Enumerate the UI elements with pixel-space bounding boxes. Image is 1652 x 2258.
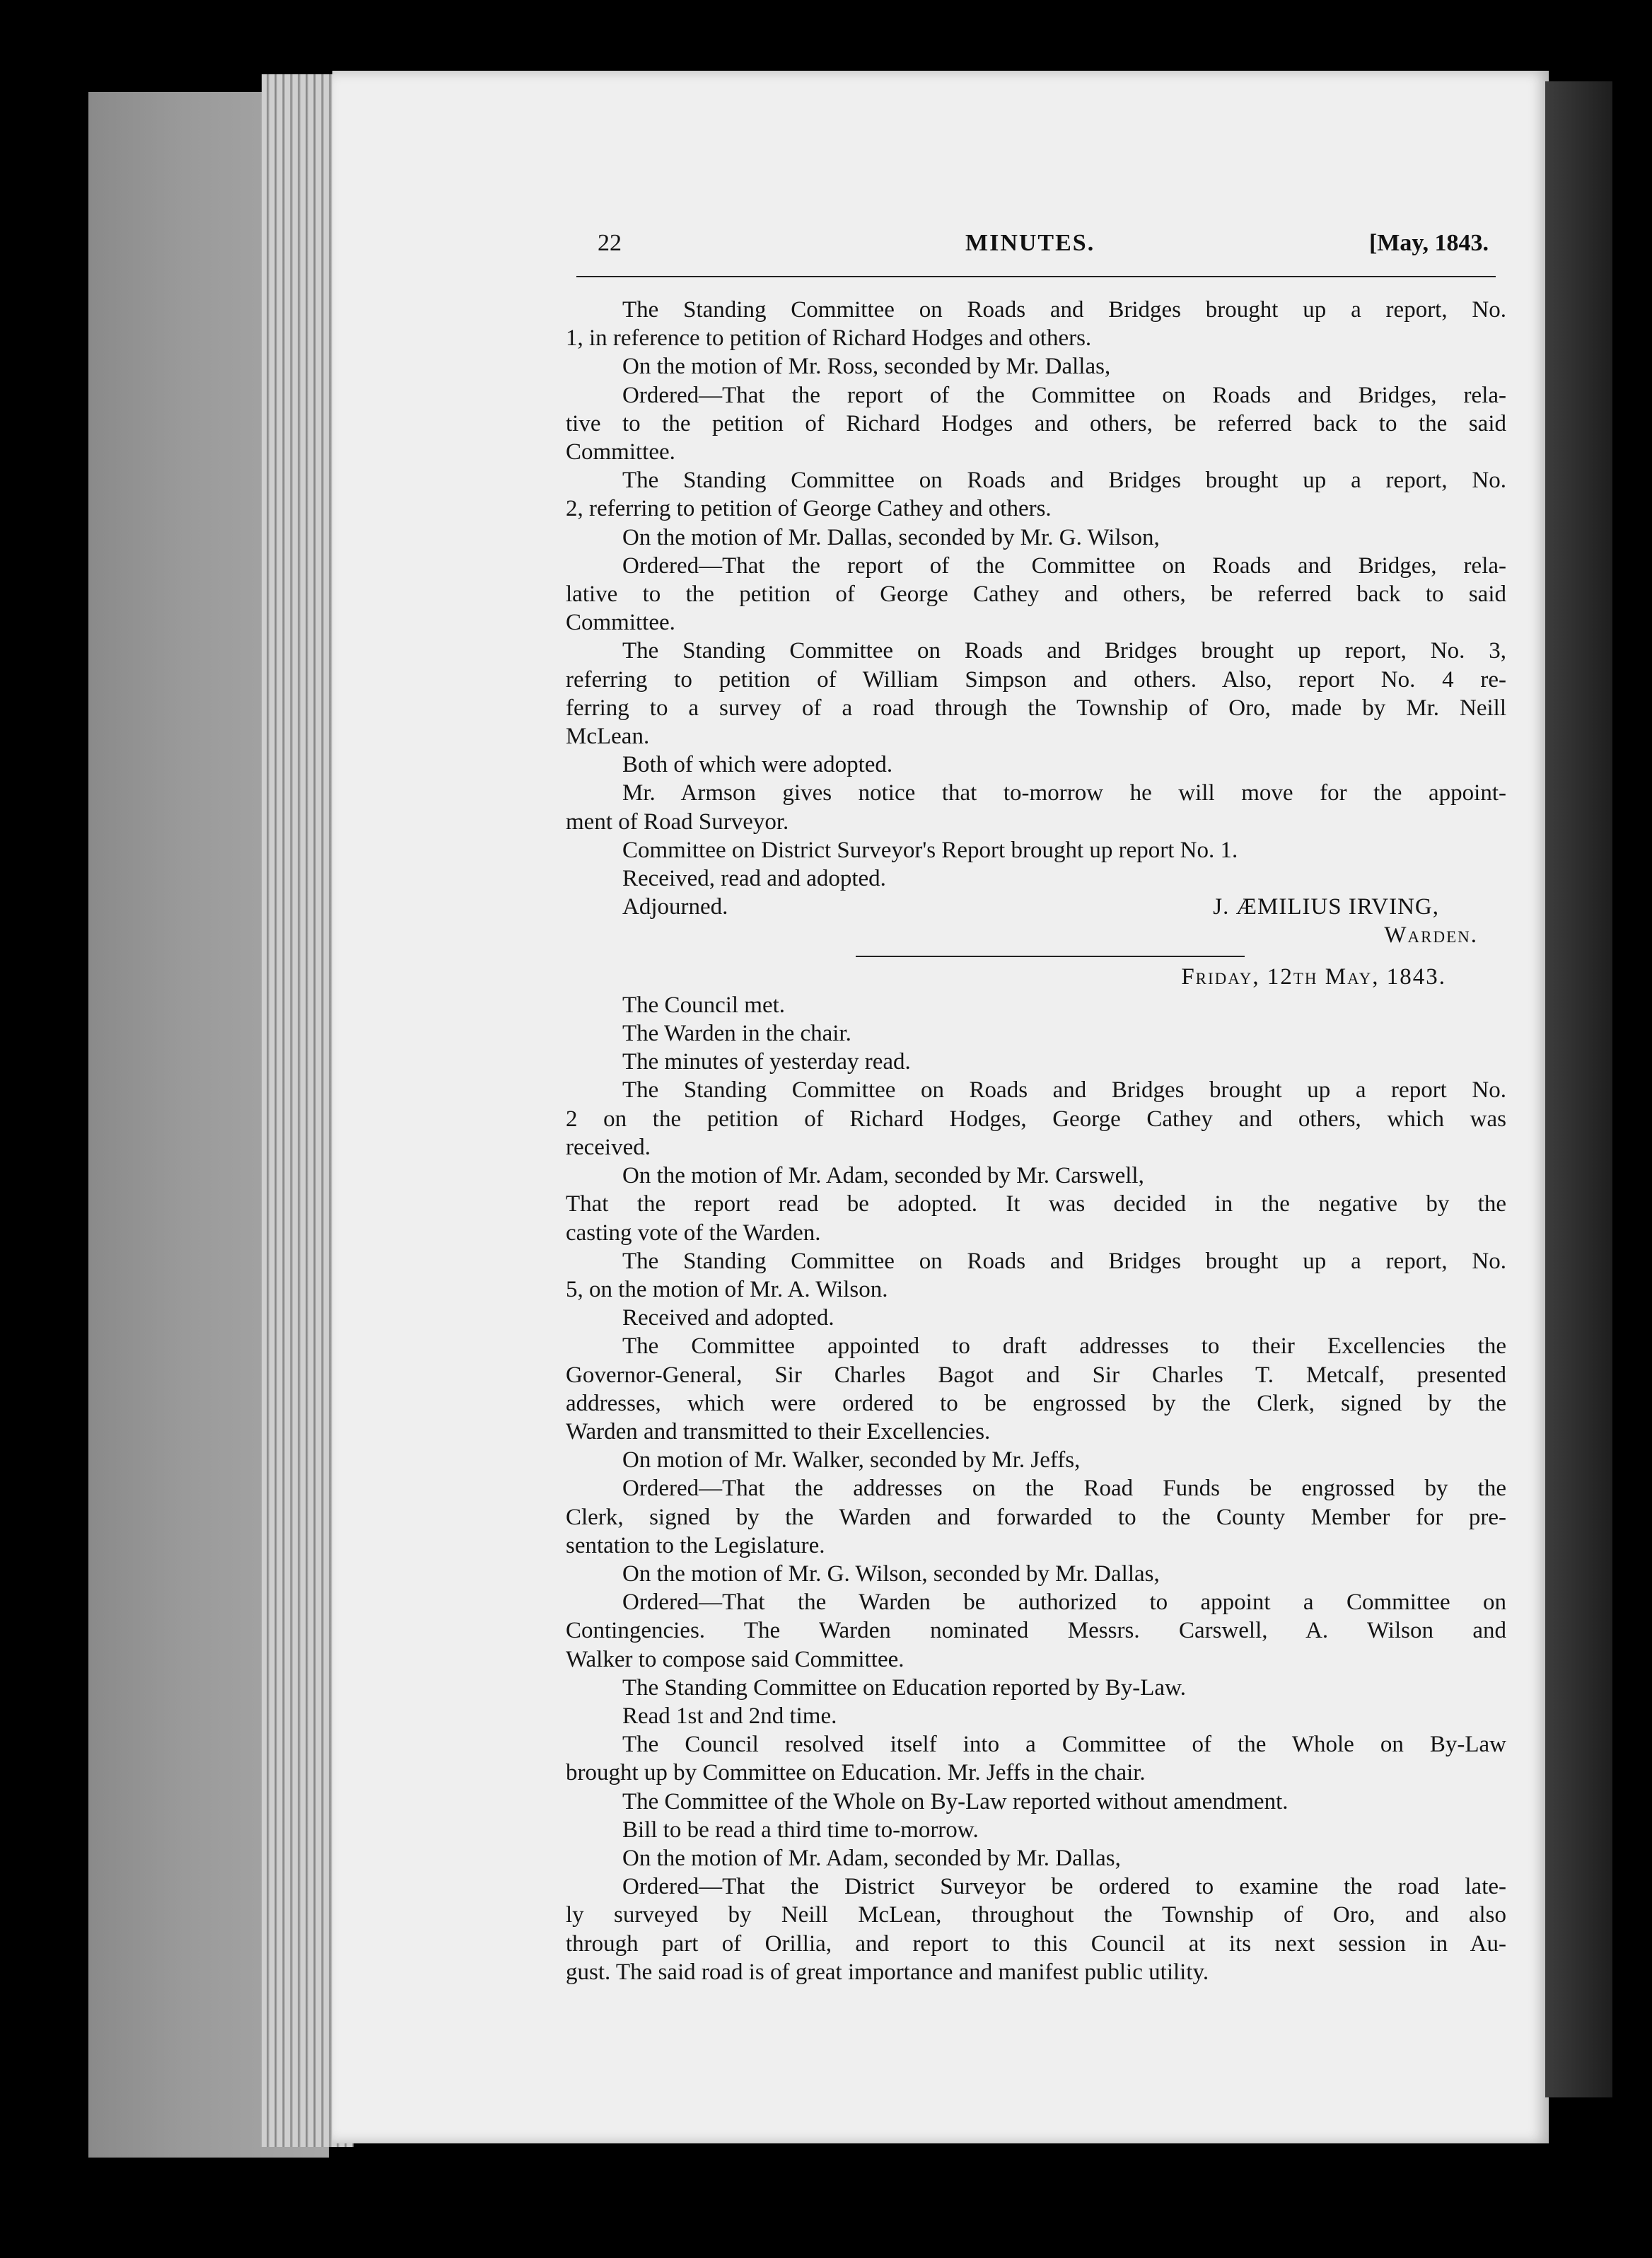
text-line: On the motion of Mr. G. Wilson, seconded by Mr. Dallas, xyxy=(622,1561,1160,1587)
header-rule xyxy=(576,276,1496,277)
minutes-body xyxy=(566,296,1506,1986)
text-line: Contingencies. The Warden nominated Messrs. Carswell, A. Wilson and xyxy=(566,1618,1506,1644)
text-line: Warden and transmitted to their Excellencies. xyxy=(566,1418,991,1444)
text-line: Mr. Armson gives notice that to-morrow he will move for the appoint- xyxy=(622,780,1506,806)
text-line: Bill to be read a third time to-morrow. xyxy=(622,1817,979,1843)
text-line: Received, read and adopted. xyxy=(622,866,886,892)
text-line: ferring to a survey of a road through the Township of Oro, made by Mr. Neill xyxy=(566,695,1506,721)
text-line: brought up by Committee on Education. Mr. Jeffs in the chair. xyxy=(566,1760,1146,1786)
text-line: ly surveyed by Neill McLean, throughout the Township of Oro, and also xyxy=(566,1902,1506,1928)
text-line: referring to petition of William Simpson and others. Also, report No. 4 re- xyxy=(566,666,1506,693)
text-line: The Committee appointed to draft addresses to their Excellencies the xyxy=(622,1333,1506,1360)
text-line: The Standing Committee on Roads and Bridges brought up a report, No. xyxy=(622,297,1506,323)
minutes-block-may-11 xyxy=(566,296,1506,893)
text-line: casting vote of the Warden. xyxy=(566,1220,821,1246)
text-line: Committee on District Surveyor's Report brought up report No. 1. xyxy=(622,837,1238,863)
text-line: 2 on the petition of Richard Hodges, George Cathey and others, which was xyxy=(566,1106,1506,1132)
text-line: On the motion of Mr. Adam, seconded by Mr. Dallas, xyxy=(622,1845,1121,1871)
text-line: On the motion of Mr. Adam, seconded by Mr. Carswell, xyxy=(622,1163,1144,1189)
text-line: Read 1st and 2nd time. xyxy=(622,1703,837,1729)
text-line: The Council resolved itself into a Committee of the Whole on By-Law xyxy=(622,1732,1506,1758)
signature-line xyxy=(566,893,1506,921)
text-line: through part of Orillia, and report to this Council at its next session in Au- xyxy=(566,1930,1506,1957)
text-line: That the report read be adopted. It was decided in the negative by the xyxy=(566,1191,1506,1217)
text-line: The Council met. xyxy=(622,992,786,1018)
meeting-dateline: Friday, 12th May, 1843. xyxy=(1181,963,1446,990)
text-line: 1, in reference to petition of Richard Hodges and others. xyxy=(566,325,1092,352)
text-line: received. xyxy=(566,1134,651,1160)
text-line: Governor-General, Sir Charles Bagot and Sir Charles T. Metcalf, presented xyxy=(566,1362,1506,1388)
header-date: [May, 1843. xyxy=(1368,230,1489,256)
text-line: The Committee of the Whole on By-Law reported without amendment. xyxy=(622,1788,1289,1814)
text-line: On the motion of Mr. Ross, seconded by Mr. Dallas, xyxy=(622,354,1111,380)
text-line: Ordered—That the report of the Committee on Roads and Bridges, rela- xyxy=(622,382,1506,408)
text-line: Ordered—That the report of the Committee on Roads and Bridges, rela- xyxy=(622,552,1506,579)
section-divider xyxy=(856,956,1245,957)
minutes-block-may-12 xyxy=(566,991,1506,1986)
text-line: 5, on the motion of Mr. A. Wilson. xyxy=(566,1276,888,1302)
header-title: MINUTES. xyxy=(965,230,1095,256)
text-line: tive to the petition of Richard Hodges and others, be referred back to the said xyxy=(566,410,1506,436)
text-line: The Standing Committee on Roads and Bridges brought up a report, No. xyxy=(622,468,1506,494)
text-line: McLean. xyxy=(566,724,650,750)
text-line: Walker to compose said Committee. xyxy=(566,1646,904,1672)
adjourned-text: Adjourned. xyxy=(622,894,728,920)
binding-shadow xyxy=(1545,81,1612,2097)
running-header xyxy=(598,230,1489,265)
text-line: On motion of Mr. Walker, seconded by Mr. Jeffs, xyxy=(622,1447,1081,1474)
text-line: lative to the petition of George Cathey and others, be referred back to said xyxy=(566,581,1506,608)
signature-name: J. ÆMILIUS IRVING, xyxy=(1213,894,1439,920)
text-line: Both of which were adopted. xyxy=(622,752,893,778)
signature-title: Warden. xyxy=(1384,922,1478,949)
text-line: ment of Road Surveyor. xyxy=(566,809,789,835)
text-line: The minutes of yesterday read. xyxy=(622,1049,911,1075)
text-line: addresses, which were ordered to be engrossed by the Clerk, signed by the xyxy=(566,1390,1506,1416)
text-line: Clerk, signed by the Warden and forwarded to the County Member for pre- xyxy=(566,1504,1506,1530)
text-line: Committee. xyxy=(566,610,675,636)
text-line: 2, referring to petition of George Cathey and others. xyxy=(566,496,1052,522)
text-line: The Standing Committee on Roads and Bridges brought up report, No. 3, xyxy=(622,638,1506,664)
text-line: The Standing Committee on Education reported by By-Law. xyxy=(622,1674,1187,1701)
text-line: The Standing Committee on Roads and Bridges brought up a report, No. xyxy=(622,1248,1506,1274)
text-line: Received and adopted. xyxy=(622,1305,834,1331)
text-line: Committee. xyxy=(566,439,675,465)
text-line: The Warden in the chair. xyxy=(622,1021,851,1047)
text-line: Ordered—That the Warden be authorized to appoint a Committee on xyxy=(622,1590,1506,1616)
text-line: Ordered—That the District Surveyor be ordered to examine the road late- xyxy=(622,1874,1506,1900)
text-line: The Standing Committee on Roads and Bridges brought up a report No. xyxy=(622,1077,1506,1104)
page-number: 22 xyxy=(598,230,622,256)
text-line: sentation to the Legislature. xyxy=(566,1532,825,1558)
text-line: On the motion of Mr. Dallas, seconded by Mr. G. Wilson, xyxy=(622,524,1160,550)
text-line: gust. The said road is of great importance and manifest public utility. xyxy=(566,1959,1209,1985)
text-line: Ordered—That the addresses on the Road Funds be engrossed by the xyxy=(622,1476,1506,1502)
